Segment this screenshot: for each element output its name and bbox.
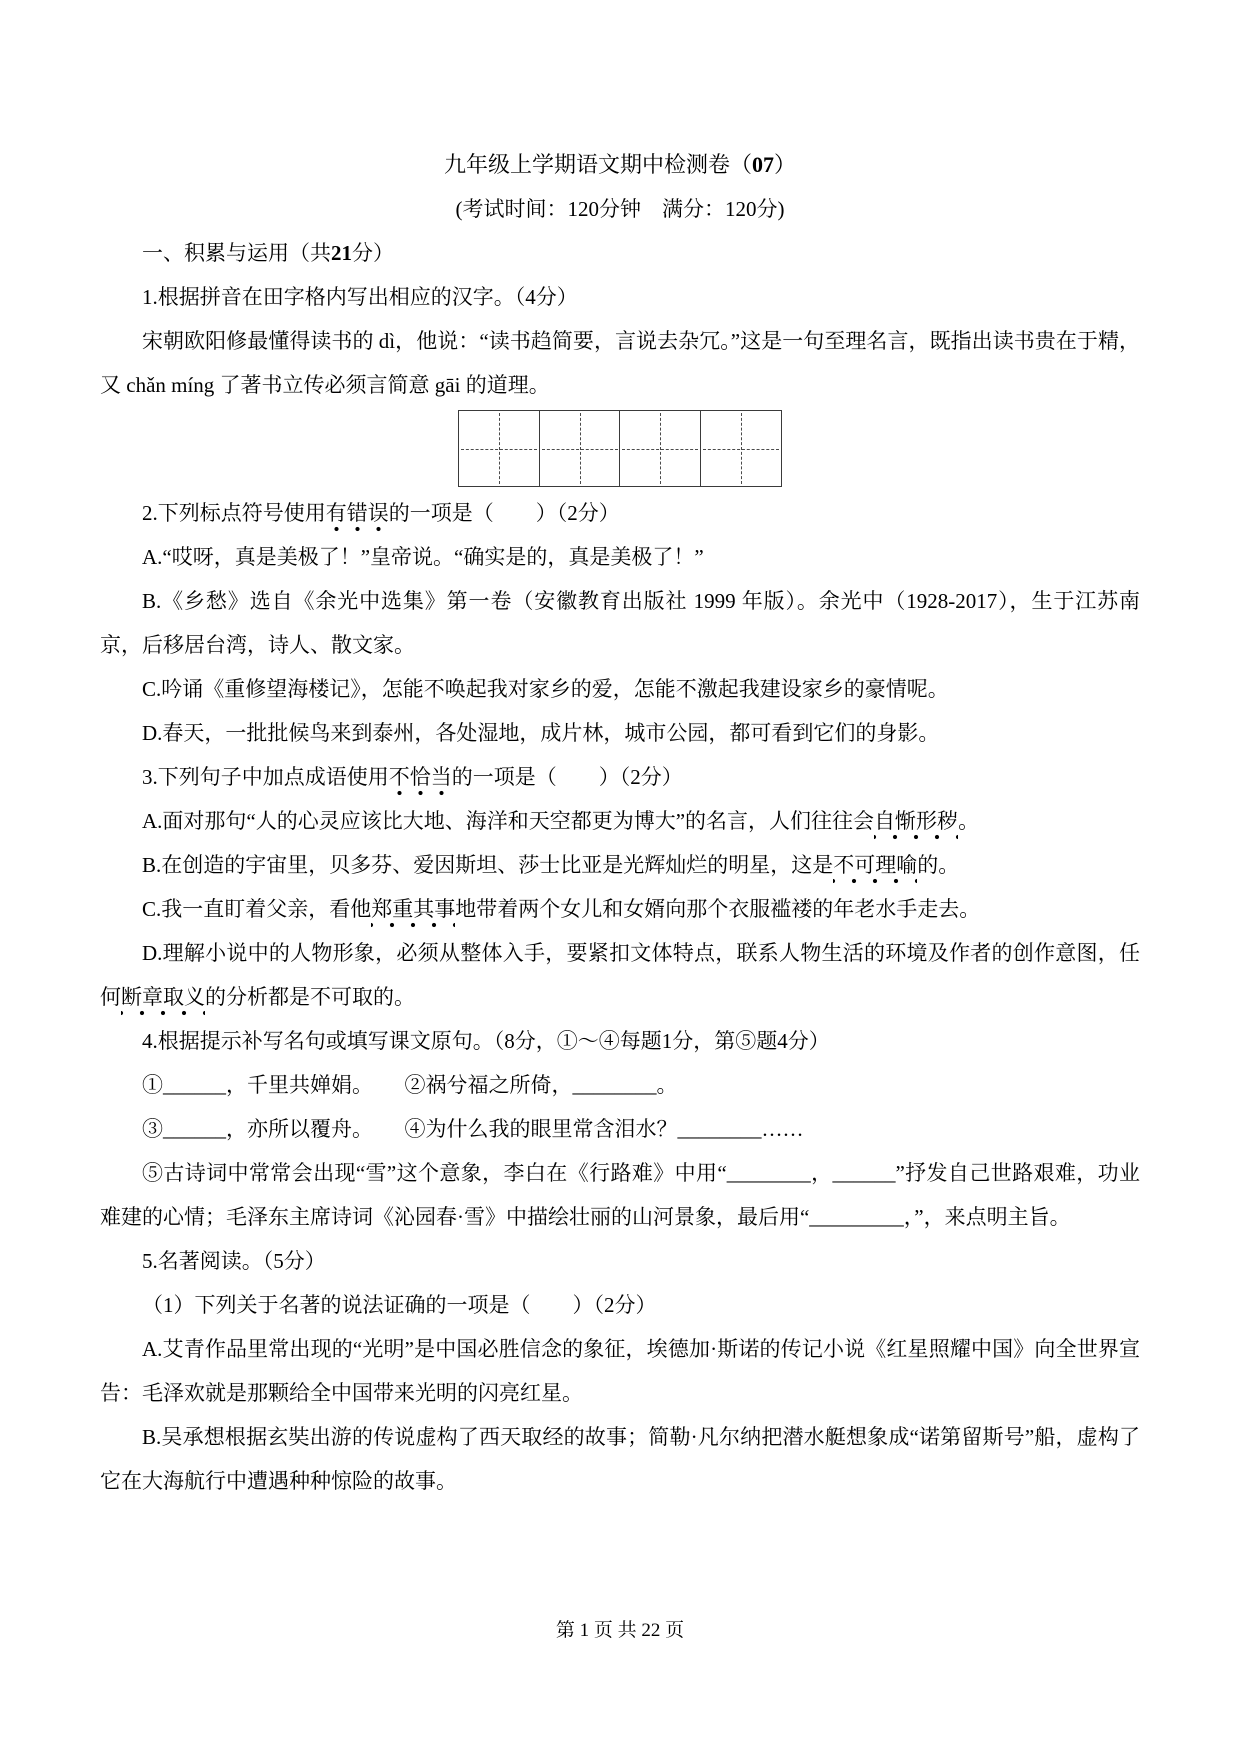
emphasized-text: 自惭形秽 [874,809,958,840]
exam-time-subtitle [100,187,1140,231]
paragraph [100,799,1140,843]
text-run: B.在创造的宇宙里，贝多芬、爱因斯坦、莎士比亚是光辉灿烂的明星，这是 [142,853,834,877]
paragraph [100,1283,1140,1327]
text-run: 的。 [917,853,960,877]
text-run: A.面对那句“人的心灵应该比大地、海洋和天空都更为博大”的名言，人们往往会 [142,809,875,833]
paragraph [100,887,1140,931]
text-run: 21 [331,241,352,265]
emphasized-text: 有错误 [326,501,389,532]
text-run: 一、积累与运用（共 [142,241,331,265]
text-run: A.“哎呀，真是美极了！”皇帝说。“确实是的，真是美极了！” [142,545,704,569]
text-run: B.吴承想根据玄奘出游的传说虚构了西天取经的故事；简勒·凡尔纳把潜水艇想象成“诺第留斯号”船，虚构了它在大海航行中遭遇种种惊险的故事。 [100,1425,1140,1493]
text-run: 1.根据拼音在田字格内写出相应的汉字。（4分） [142,285,578,309]
emphasized-text: 不恰当 [389,765,452,796]
paragraph [100,843,1140,887]
tianzige-cell [458,410,540,487]
emphasized-text: 断章取义 [121,985,205,1016]
text-run: 3.下列句子中加点成语使用 [142,765,389,789]
document-body [100,231,1140,1503]
text-run: ⑤古诗词中常常会出现“雪”这个意象，李白在《行路难》中用“________，______”抒发自己世路艰难，功业难建的心情；毛泽东主席诗词《沁园春·雪》中描绘壮丽的山河景象，最后用“_________，”，来点明主旨。 [100,1161,1140,1229]
tianzige-cell [700,410,782,487]
paragraph [100,1107,1140,1151]
text-run: （1）下列关于名著的说法证确的一项是（ ）（2分） [142,1293,657,1317]
text-run: A.艾青作品里常出现的“光明”是中国必胜信念的象征，埃德加·斯诺的传记小说《红星照耀中国》向全世界宣告：毛泽欢就是那颗给全中国带来光明的闪亮红星。 [100,1337,1140,1405]
text-run: 5.名著阅读。（5分） [142,1249,326,1273]
paragraph [100,1063,1140,1107]
text-run: D.春天，一批批候鸟来到泰州，各处湿地，成片林，城市公园，都可看到它们的身影。 [142,721,940,745]
text-run: D.理解小说中的人物形象，必须从整体入手，要紧扣文体特点，联系人物生活的环境及作者的创作意图，任何 [100,941,1140,1009]
tianzige-cell [539,410,621,487]
paragraph [100,1239,1140,1283]
paragraph [100,667,1140,711]
paragraph [100,931,1140,1019]
text-run: ） [774,152,797,177]
document-content [100,143,1140,1503]
text-run: B.《乡愁》选自《余光中选集》第一卷（安徽教育出版社 1999 年版）。余光中（1928-2017），生于江苏南京，后移居台湾，诗人、散文家。 [100,589,1140,657]
paragraph [100,1327,1140,1415]
text-run: 九年级上学期语文期中检测卷（ [443,152,752,177]
tianzige-cell [619,410,701,487]
paragraph [100,1151,1140,1239]
text-run: ①______，千里共婵娟。 ②祸兮福之所倚，________。 [142,1073,678,1097]
text-run: 。 [958,809,980,833]
text-run: C.我一直盯着父亲，看他 [142,897,372,921]
tianzige-grid [100,410,1140,487]
text-run: 的分析都是不可取的。 [205,985,415,1009]
page-number-footer: 第 1 页 共 22 页 [555,1620,685,1641]
text-run: 分） [352,241,394,265]
text-run: 2.下列标点符号使用 [142,501,326,525]
paragraph [100,319,1140,407]
paragraph [100,1019,1140,1063]
emphasized-text: 不可理喻 [833,853,917,884]
paragraph [100,231,1140,275]
paragraph [100,579,1140,667]
paragraph [100,1415,1140,1503]
text-run: 4.根据提示补写名句或填写课文原句。（8分，①～④每题1分，第⑤题4分） [142,1029,830,1053]
paragraph [100,711,1140,755]
text-run: 的一项是（ ）（2分） [388,501,620,525]
paragraph [100,275,1140,319]
page-title [100,143,1140,187]
text-run: 地带着两个女儿和女婿向那个衣服褴褛的年老水手走去。 [455,897,981,921]
text-run: 的一项是（ ）（2分） [451,765,683,789]
text-run: (考试时间：120分钟 满分：120分) [455,197,785,221]
text-run: ③______，亦所以覆舟。 ④为什么我的眼里常含泪水？________…… [142,1117,804,1141]
text-run: C.吟诵《重修望海楼记》，怎能不唤起我对家乡的爱，怎能不激起我建设家乡的豪情呢。 [142,677,949,701]
emphasized-text: 郑重其事 [371,897,455,928]
text-run: 宋朝欧阳修最懂得读书的 dì，他说：“读书趋简要，言说去杂冗。”这是一句至理名言，既指出读书贵在于精，又 chǎn míng 了著书立传必须言简意 gāi 的道理。 [100,329,1140,397]
paragraph [100,755,1140,799]
paragraph [100,535,1140,579]
paragraph [100,491,1140,535]
text-run: 07 [752,152,774,177]
